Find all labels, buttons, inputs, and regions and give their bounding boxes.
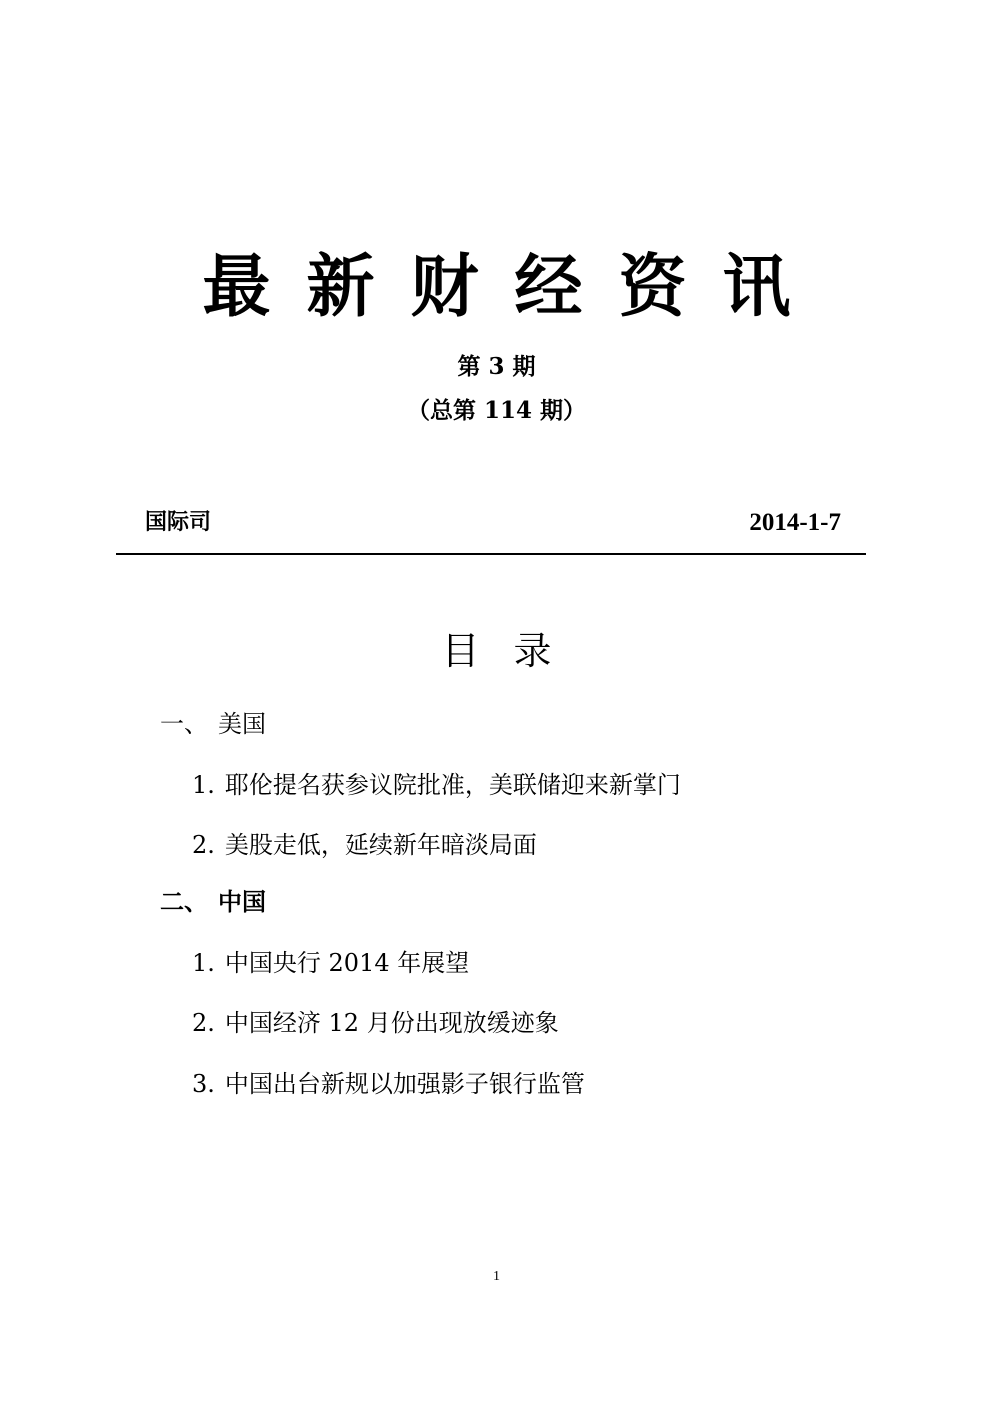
- item-number: 2.: [192, 831, 215, 859]
- item-number: 1.: [192, 949, 215, 977]
- total-issue-number: （总第 114 期）: [406, 397, 587, 424]
- issue-number: 第 3 期: [457, 353, 536, 380]
- toc-item: [192, 827, 537, 863]
- item-number: 3.: [192, 1070, 215, 1098]
- header-divider: [116, 553, 866, 555]
- toc-item: [192, 1005, 559, 1041]
- toc-item: [192, 1066, 585, 1102]
- department-name: 国际司: [145, 509, 212, 535]
- item-number: 2.: [192, 1009, 215, 1037]
- publish-date: 2014-1-7: [749, 509, 841, 536]
- item-label: 中国经济 12 月份出现放缓迹象: [224, 1009, 559, 1037]
- toc-item: [192, 945, 469, 981]
- toc-title: 目录: [441, 629, 586, 673]
- toc-section-usa: [160, 706, 266, 742]
- section-number: 二、: [160, 887, 208, 916]
- page-number: 1: [493, 1269, 500, 1284]
- toc-item: [192, 767, 681, 803]
- section-label: 美国: [218, 710, 266, 738]
- item-label: 美股走低，延续新年暗淡局面: [224, 831, 537, 859]
- section-label: 中国: [218, 887, 266, 916]
- newsletter-title: 最新财经资讯: [202, 248, 827, 327]
- item-label: 耶伦提名获参议院批准，美联储迎来新掌门: [224, 771, 681, 799]
- item-label: 中国央行 2014 年展望: [224, 949, 470, 977]
- item-label: 中国出台新规以加强影子银行监管: [224, 1070, 585, 1098]
- toc-section-china: [160, 884, 266, 920]
- item-number: 1.: [192, 771, 215, 799]
- section-number: 一、: [160, 710, 208, 738]
